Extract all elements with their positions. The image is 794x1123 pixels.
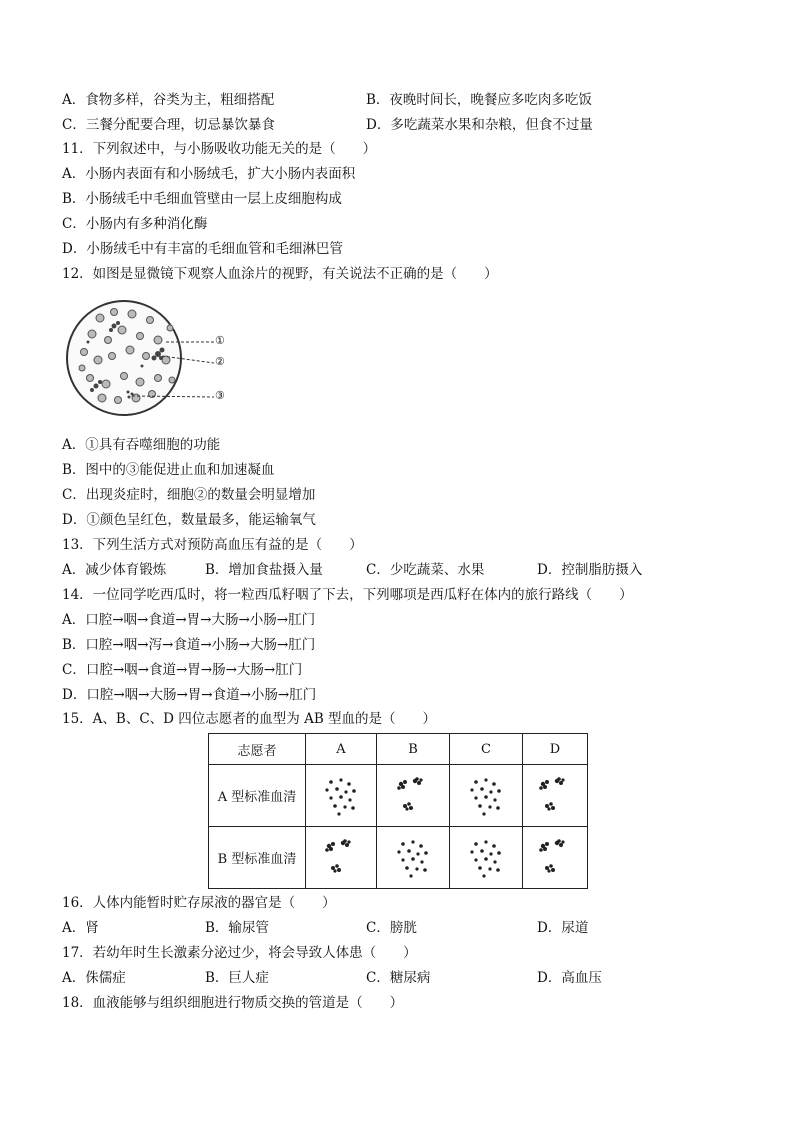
q11-option-b: B．小肠绒毛中毛细血管壁由一层上皮细胞构成 (62, 191, 342, 207)
table-header-c: C (450, 734, 523, 765)
row-label-a-serum: A 型标准血清 (209, 765, 306, 827)
q13-option-b: B．增加食盐摄入量 (205, 562, 323, 578)
q16-option-c: C．膀胱 (366, 920, 417, 936)
q14-option-b: B．口腔→咽→泻→食道→小肠→大肠→肛门 (62, 637, 316, 653)
q11-option-d: D．小肠绒毛中有丰富的毛细血管和毛细淋巴管 (62, 241, 343, 257)
row-label-b-serum: B 型标准血清 (209, 827, 306, 889)
result-a-serum-b (377, 765, 450, 827)
q11-stem: 11．下列叙述中，与小肠吸收功能无关的是（ ） (62, 141, 377, 157)
q16-option-a: A．肾 (62, 920, 99, 936)
result-b-serum-a (306, 827, 377, 889)
q14-option-c: C．口腔→咽→食道→胃→肠→大肠→肛门 (62, 662, 303, 678)
table-header-d: D (523, 734, 588, 765)
result-b-serum-d (523, 827, 588, 889)
q10-option-a: A．食物多样，谷类为主，粗细搭配 (62, 92, 275, 108)
q13-option-d: D．控制脂肪摄入 (537, 562, 643, 578)
q16-option-b: B．输尿管 (205, 920, 269, 936)
q11-option-a: A．小肠内表面有和小肠绒毛，扩大小肠内表面积 (62, 166, 356, 182)
result-b-serum-b (377, 827, 450, 889)
q13-option-a: A．减少体育锻炼 (62, 562, 167, 578)
result-b-serum-c (450, 827, 523, 889)
result-a-serum-c (450, 765, 523, 827)
clumped-cells-image (533, 774, 577, 818)
clumped-cells-image (391, 774, 435, 818)
q17-option-c: C．糖尿病 (366, 970, 431, 986)
blood-type-table (208, 733, 588, 889)
label-3: ③ (215, 389, 225, 402)
q16-option-d: D．尿道 (537, 920, 589, 936)
q12-option-b: B．图中的③能促进止血和加速凝血 (62, 462, 275, 478)
table-header-volunteer: 志愿者 (209, 734, 306, 765)
q10-option-d: D．多吃蔬菜水果和杂粮，但食不过量 (366, 117, 593, 133)
scattered-cells-image (464, 774, 508, 818)
q17-option-d: D．高血压 (537, 970, 602, 986)
q14-option-a: A．口腔→咽→食道→胃→大肠→小肠→肛门 (62, 612, 316, 628)
q10-option-c: C．三餐分配要合理，切忌暴饮暴食 (62, 117, 275, 133)
q12-option-c: C．出现炎症时，细胞②的数量会明显增加 (62, 487, 316, 503)
q13-option-c: C．少吃蔬菜、水果 (366, 562, 485, 578)
q15-stem: 15．A、B、C、D 四位志愿者的血型为 AB 型血的是（ ） (62, 711, 437, 727)
q11-option-c: C．小肠内有多种消化酶 (62, 216, 208, 232)
q17-option-a: A．侏儒症 (62, 970, 126, 986)
q12-option-d: D．①颜色呈红色，数量最多，能运输氧气 (62, 512, 316, 528)
scattered-cells-image (464, 836, 508, 880)
table-header-b: B (377, 734, 450, 765)
q12-stem: 12．如图是显微镜下观察人血涂片的视野，有关说法不正确的是（ ） (62, 266, 498, 282)
q14-stem: 14．一位同学吃西瓜时，将一粒西瓜籽咽了下去，下列哪项是西瓜籽在体内的旅行路线（ ） (62, 587, 633, 603)
scattered-cells-image (391, 836, 435, 880)
q10-option-b: B．夜晚时间长，晚餐应多吃肉多吃饭 (366, 92, 592, 108)
clumped-cells-image (319, 836, 363, 880)
label-1: ① (215, 334, 225, 347)
table-header-a: A (306, 734, 377, 765)
scattered-cells-image (319, 774, 363, 818)
blood-smear-figure (62, 290, 242, 434)
q17-stem: 17．若幼年时生长激素分泌过少，将会导致人体患（ ） (62, 945, 417, 961)
q17-option-b: B．巨人症 (205, 970, 269, 986)
q13-stem: 13．下列生活方式对预防高血压有益的是（ ） (62, 537, 363, 553)
result-a-serum-a (306, 765, 377, 827)
q12-option-a: A．①具有吞噬细胞的功能 (62, 437, 221, 453)
q14-option-d: D．口腔→咽→大肠→胃→食道→小肠→肛门 (62, 687, 317, 703)
result-a-serum-d (523, 765, 588, 827)
clumped-cells-image (533, 836, 577, 880)
label-2: ② (215, 355, 225, 368)
q18-stem: 18．血液能够与组织细胞进行物质交换的管道是（ ） (62, 995, 404, 1011)
q16-stem: 16．人体内能暂时贮存尿液的器官是（ ） (62, 895, 336, 911)
